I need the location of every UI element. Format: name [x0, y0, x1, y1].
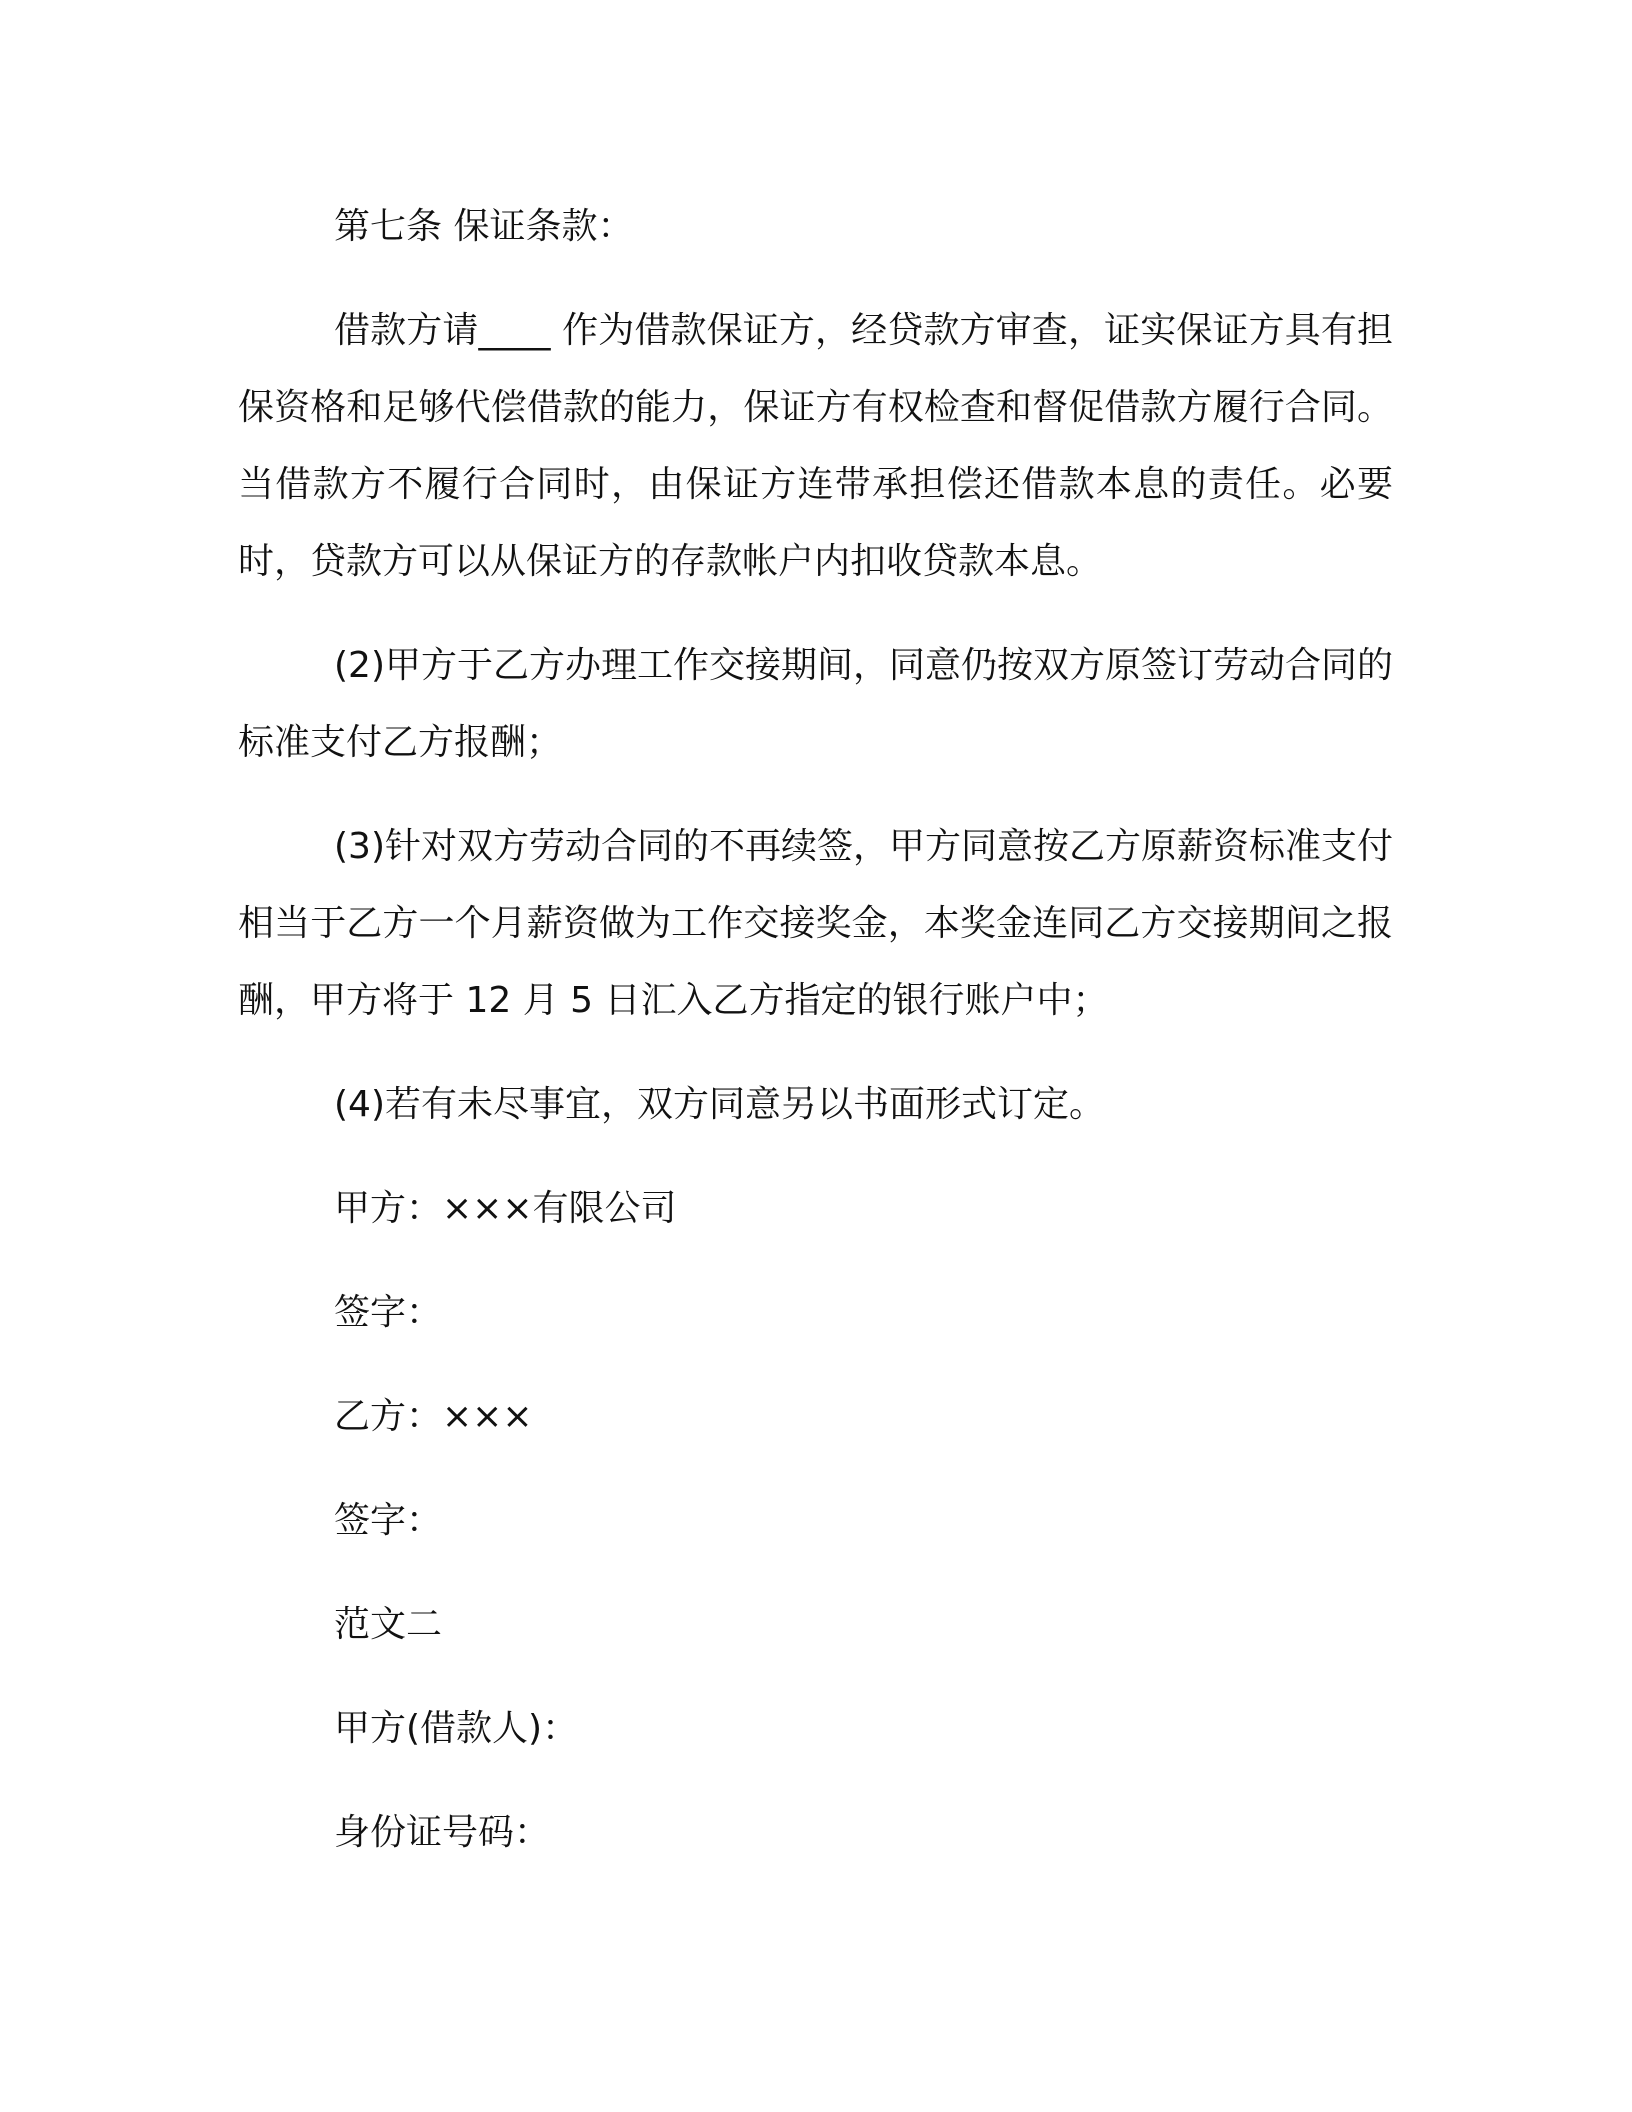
party-a-signature-line: 签字： [334, 1292, 443, 1333]
guarantee-clause-paragraph: 借款方请____ 作为借款保证方，经贷款方审查，证实保证方具有担保资格和足够代偿借款的能力，保证方有权检查和督促借款方履行合同。当借款方不履行合同时，由保证方连带承担偿还借款本息的责任。必要时，贷款方可以从保证方的存款帐户内扣收贷款本息。 [238, 310, 1393, 582]
clause-2-paragraph: (2)甲方于乙方办理工作交接期间，同意仍按双方原签订劳动合同的标准支付乙方报酬； [238, 645, 1393, 763]
party-b-line: 乙方：××× [334, 1396, 533, 1437]
article-heading: 第七条 保证条款： [334, 206, 634, 247]
borrower-line: 甲方(借款人)： [334, 1708, 579, 1749]
party-b-signature-line: 签字： [334, 1500, 443, 1541]
sample-two-heading: 范文二 [334, 1604, 443, 1645]
clause-3-paragraph: (3)针对双方劳动合同的不再续签，甲方同意按乙方原薪资标准支付相当于乙方一个月薪资做为工作交接奖金，本奖金连同乙方交接期间之报酬，甲方将于 12 月 5 日汇入乙方指定的银行账户中； [238, 826, 1393, 1021]
document-body [238, 188, 1393, 1898]
id-number-line: 身份证号码： [334, 1812, 551, 1853]
party-a-line: 甲方：×××有限公司 [334, 1188, 677, 1229]
clause-4-paragraph: (4)若有未尽事宜，双方同意另以书面形式订定。 [334, 1084, 1105, 1125]
